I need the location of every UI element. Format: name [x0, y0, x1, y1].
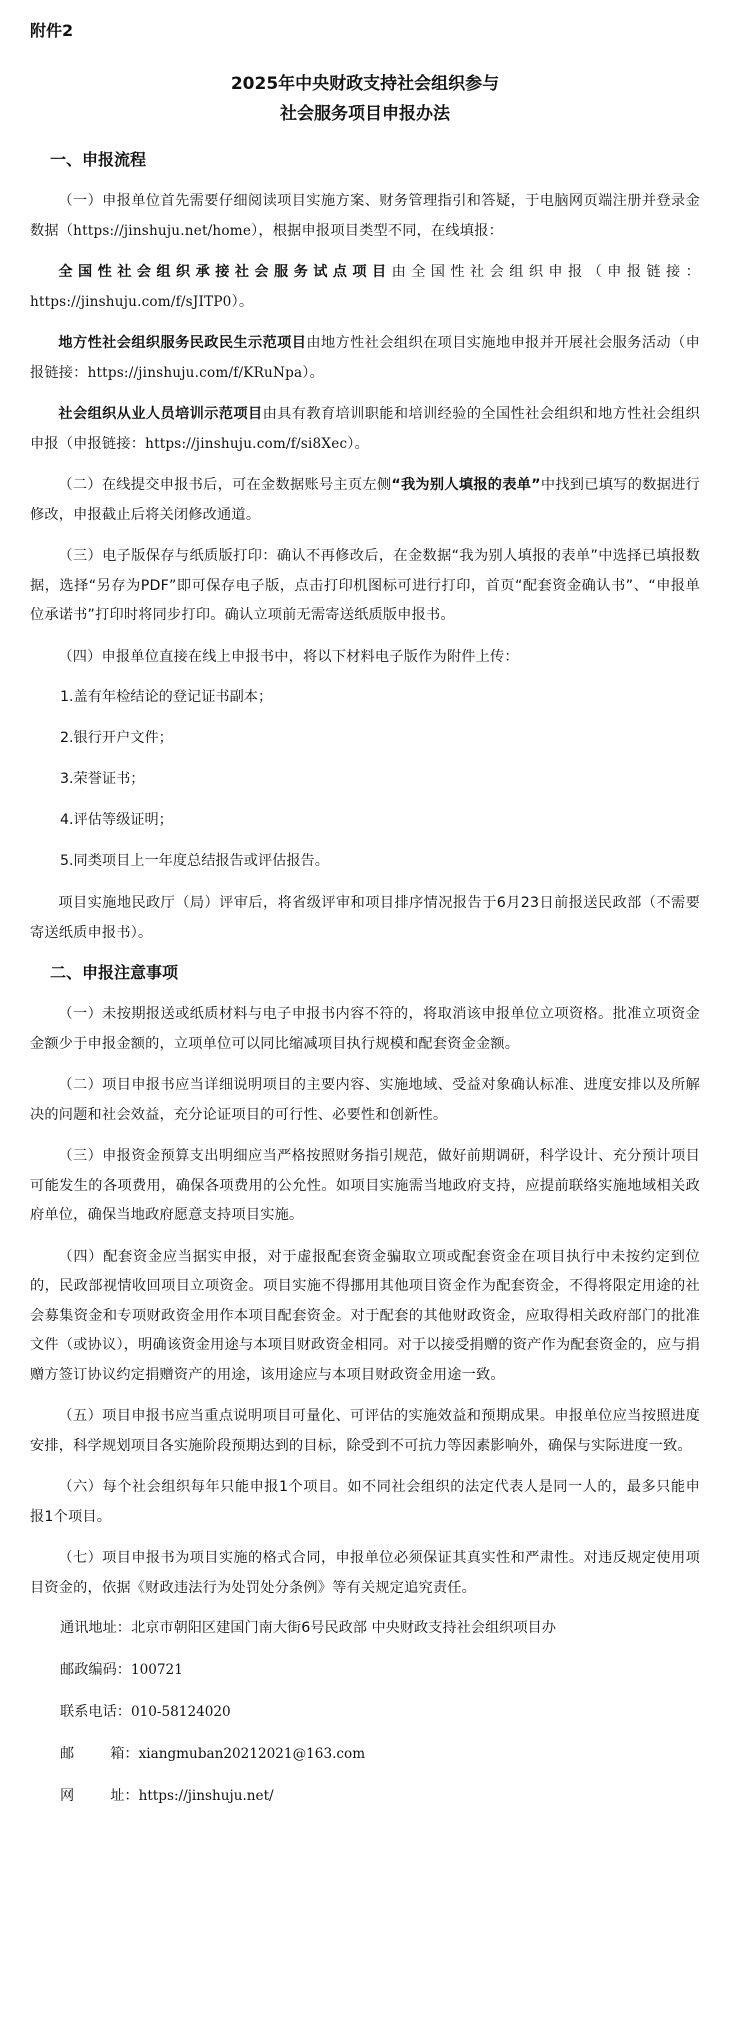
- text: 由地方性社会组织在项目实施地申报并开展社会服务活动（申报链接：: [30, 335, 700, 381]
- home-link[interactable]: https://jinshuju.net/home: [73, 222, 252, 239]
- email-label-part1: 邮: [60, 1746, 75, 1762]
- paragraph-note-4: （四）配套资金应当据实申报，对于虚报配套资金骗取立项或配套资金在项目执行中未按约定到位的，民政部视情收回项目立项资金。项目实施不得挪用其他项目资金作为配套资金，不得将限定用途的社会募集资金和专项财政资金用作本项目配套资金。对于配套的其他财政资金，应取得相关政府部门的批准文件（或协议），明确该资金用途与本项目财政资金相同。对于以接受捐赠的资产作为配套资金的，应与捐赠方签订协议约定捐赠资产的用途，该用途应与本项目财政资金用途一致。: [30, 1248, 700, 1383]
- text: 由全国性社会组织申报（申报链接：: [391, 264, 701, 280]
- text: 中找到已填写的数据进行修改，申报截止后将关闭修改通道。: [30, 477, 700, 523]
- paragraph-note-2: （二）项目申报书应当详细说明项目的主要内容、实施地域、受益对象确认标准、进度安排以及所解决的问题和社会效益，充分论证项目的可行性、必要性和创新性。: [30, 1077, 700, 1123]
- paragraph-note-1: （一）未按期报送或纸质材料与电子申报书内容不符的，将取消该申报单位立项资格。批准立项资金金额少于申报金额的，立项单位可以同比缩减项目执行规模和配套资金金额。: [30, 1006, 700, 1052]
- text: ）。: [347, 435, 369, 452]
- paragraph-modify: [30, 471, 700, 530]
- web-label-part2: 址：: [110, 1788, 139, 1804]
- section-heading-procedure: 一、申报流程: [50, 150, 147, 169]
- text: （二）在线提交申报书后，可在金数据账号主页左侧: [58, 477, 392, 493]
- paragraph-training-demo: [30, 400, 700, 459]
- list-item: 2.银行开户文件；: [60, 730, 173, 746]
- section-heading-notes: 二、申报注意事项: [50, 963, 179, 982]
- attachment-label: 附件2: [30, 21, 74, 40]
- list-item: 5.同类项目上一年度总结报告或评估报告。: [60, 853, 329, 869]
- list-item: 3.荣誉证书；: [60, 771, 145, 787]
- email-value[interactable]: xiangmuban20212021@163.com: [138, 1746, 366, 1762]
- website-link[interactable]: https://jinshuju.net/: [138, 1788, 274, 1804]
- paragraph-note-6: （六）每个社会组织每年只能申报1个项目。如不同社会组织的法定代表人是同一人的，最多只能申报1个项目。: [30, 1479, 700, 1525]
- paragraph-national-pilot: [30, 258, 700, 317]
- text: ），根据申报项目类型不同，在线填报：: [251, 222, 503, 239]
- paragraph-note-3: （三）申报资金预算支出明细应当严格按照财务指引规范，做好前期调研，科学设计、充分预计项目可能发生的各项费用，确保各项费用的公允性。如项目实施需当地政府支持，应提前联络实施地域相关政府单位，确保当地政府愿意支持项目实施。: [30, 1148, 700, 1223]
- text: ）。: [231, 293, 254, 310]
- paragraph-attachments: （四）申报单位直接在线上申报书中，将以下材料电子版作为附件上传：: [58, 648, 519, 665]
- paragraph-print: （三）电子版保存与纸质版打印：确认不再修改后，在金数据“我为别人填报的表单”中选择已填报数据，选择“另存为PDF”即可保存电子版，点击打印机图标可进行打印，首页“配套资金确认书”、“申报单位承诺书”打印时将同步打印。确认立项前无需寄送纸质版申报书。: [30, 548, 700, 623]
- contact-email: [60, 1741, 700, 1767]
- postcode-label: 邮政编码：: [60, 1662, 131, 1678]
- form-name-highlight: “我为别人填报的表单”: [391, 477, 541, 493]
- national-apply-link[interactable]: https://jinshuju.com/f/sJITP0: [30, 293, 232, 310]
- phone-label: 联系电话：: [60, 1704, 131, 1720]
- project-type-local: 地方性社会组织服务民政民生示范项目: [58, 335, 307, 351]
- email-label-part2: 箱：: [110, 1746, 139, 1762]
- paragraph-provincial-review: 项目实施地民政厅（局）评审后，将省级评审和项目排序情况报告于6月23日前报送民政部（不需要寄送纸质申报书）。: [30, 895, 700, 941]
- postcode-value: 100721: [130, 1662, 183, 1678]
- paragraph-registration: [30, 187, 700, 246]
- project-type-national: 全国性社会组织承接社会服务试点项目: [58, 264, 392, 280]
- contact-phone: [60, 1699, 700, 1725]
- paragraph-note-7: （七）项目申报书为项目实施的格式合同，申报单位必须保证其真实性和严肃性。对违反规定使用项目资金的，依据《财政违法行为处罚处分条例》等有关规定追究责任。: [30, 1550, 700, 1596]
- paragraph-note-5: （五）项目申报书应当重点说明项目可量化、可评估的实施效益和预期成果。申报单位应当按照进度安排，科学规划项目各实施阶段预期达到的目标，除受到不可抗力等因素影响外，确保与实际进度一致。: [30, 1408, 700, 1454]
- document-title-line1: 2025年中央财政支持社会组织参与: [230, 74, 500, 94]
- list-item: 4.评估等级证明；: [60, 812, 173, 828]
- contact-website: [60, 1783, 700, 1809]
- text: 由具有教育培训职能和培训经验的全国性社会组织和地方性社会组织申报（申报链接：: [30, 406, 700, 452]
- document-title-line2: 社会服务项目申报办法: [280, 104, 450, 124]
- address-label: 通讯地址：: [60, 1620, 131, 1636]
- phone-value: 010-58124020: [130, 1704, 231, 1720]
- paragraph-local-demo: [30, 329, 700, 388]
- training-apply-link[interactable]: https://jinshuju.com/f/si8Xec: [145, 435, 348, 452]
- text: （一）申报单位首先需要仔细阅读项目实施方案、财务管理指引和答疑，于电脑网页端注册并登录金数据（: [30, 193, 700, 239]
- text: ）。: [302, 364, 324, 381]
- address-value: 北京市朝阳区建国门南大街6号民政部 中央财政支持社会组织项目办: [130, 1620, 556, 1636]
- contact-postcode: [60, 1657, 700, 1683]
- list-item: 1.盖有年检结论的登记证书副本；: [60, 689, 273, 705]
- project-type-training: 社会组织从业人员培训示范项目: [58, 406, 263, 422]
- web-label-part1: 网: [60, 1788, 75, 1804]
- contact-address: [60, 1615, 700, 1641]
- local-apply-link[interactable]: https://jinshuju.com/f/KRuNpa: [87, 364, 303, 381]
